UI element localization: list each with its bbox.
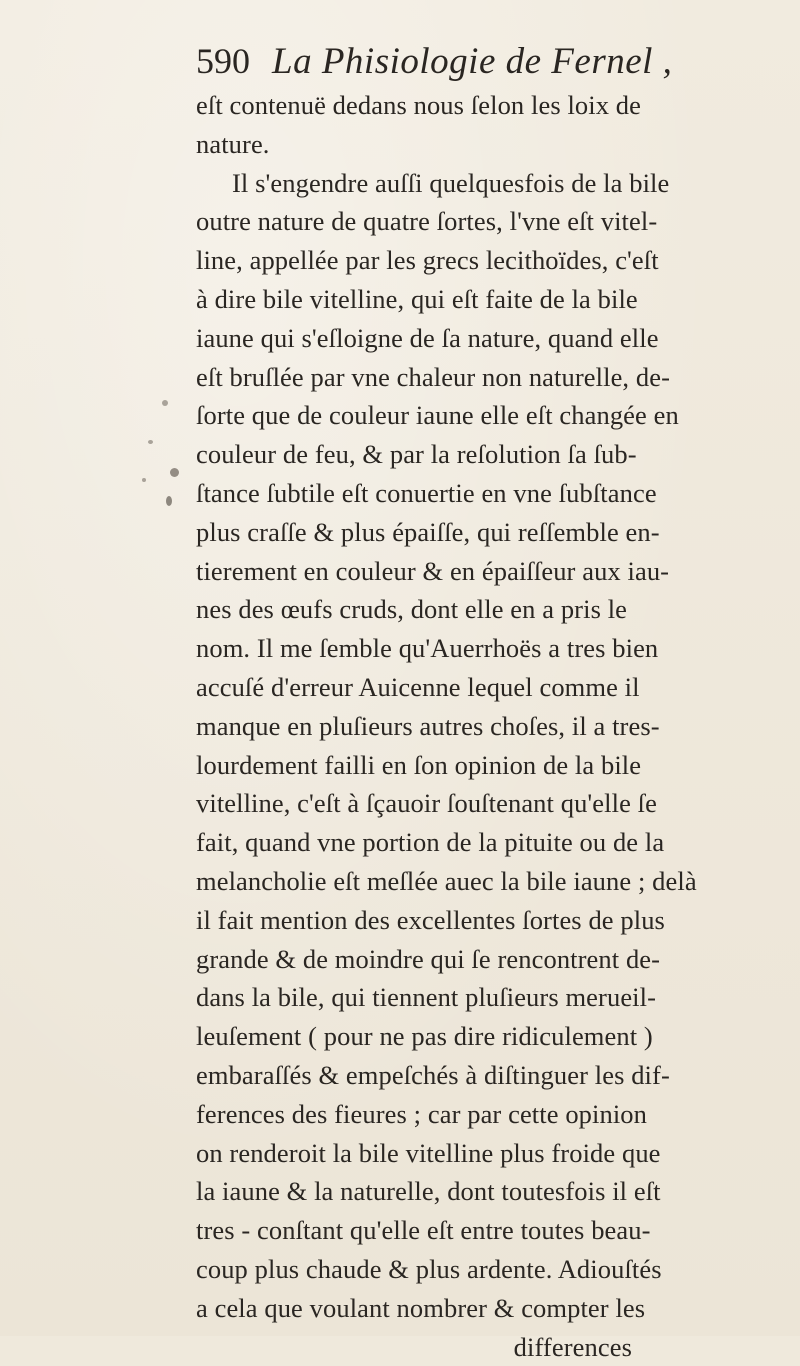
text-line: dans la bile, qui tiennent pluſieurs merueil-	[196, 978, 636, 1017]
text-line: manque en pluſieurs autres choſes, il a tres-	[196, 707, 636, 746]
text-line: tierement en couleur & en épaiſſeur aux iau-	[196, 552, 636, 591]
body-text	[196, 86, 636, 1366]
text-line: outre nature de quatre ſortes, l'vne eſt vitel-	[196, 202, 636, 241]
text-line: vitelline, c'eſt à ſçauoir ſouſtenant qu'elle ſe	[196, 784, 636, 823]
text-line: lourdement failli en ſon opinion de la bile	[196, 746, 636, 785]
text-line: ferences des fieures ; car par cette opinion	[196, 1095, 636, 1134]
text-line: nom. Il me ſemble qu'Auerrhoës a tres bien	[196, 629, 636, 668]
text-line: iaune qui s'eſloigne de ſa nature, quand elle	[196, 319, 636, 358]
running-head: La Phisiologie de Fernel ,	[272, 41, 672, 82]
text-line: la iaune & la naturelle, dont toutesfois il eſt	[196, 1172, 636, 1211]
margin-ink-specks	[140, 400, 180, 510]
text-line: plus craſſe & plus épaiſſe, qui reſſemble en-	[196, 513, 636, 552]
text-line: grande & de moindre qui ſe rencontrent de-	[196, 940, 636, 979]
text-line: coup plus chaude & plus ardente. Adiouſtés	[196, 1250, 636, 1289]
text-line: nature.	[196, 125, 636, 164]
text-line: leuſement ( pour ne pas dire ridiculement )	[196, 1017, 636, 1056]
text-line: à dire bile vitelline, qui eſt faite de la bile	[196, 280, 636, 319]
catchword: differences	[196, 1328, 636, 1366]
text-line: eſt contenuë dedans nous ſelon les loix de	[196, 86, 636, 125]
text-line: ſtance ſubtile eſt conuertie en vne ſubſtance	[196, 474, 636, 513]
text-line: melancholie eſt meſlée auec la bile iaune ; delà	[196, 862, 636, 901]
text-line: nes des œufs cruds, dont elle en a pris le	[196, 590, 636, 629]
text-line: couleur de feu, & par la reſolution ſa ſub-	[196, 435, 636, 474]
text-line: on renderoit la bile vitelline plus froide que	[196, 1134, 636, 1173]
text-line: tres - conſtant qu'elle eſt entre toutes beau-	[196, 1211, 636, 1250]
text-line: ſorte que de couleur iaune elle eſt changée en	[196, 396, 636, 435]
text-line: a cela que voulant nombrer & compter les	[196, 1289, 636, 1328]
page-number: 590	[196, 41, 250, 81]
text-line: accuſé d'erreur Auicenne lequel comme il	[196, 668, 636, 707]
page-header	[196, 40, 666, 90]
text-line: line, appellée par les grecs lecithoïdes, c'eſt	[196, 241, 636, 280]
text-line: embaraſſés & empeſchés à diſtinguer les dif-	[196, 1056, 636, 1095]
text-line: fait, quand vne portion de la pituite ou de la	[196, 823, 636, 862]
text-line: il fait mention des excellentes ſortes de plus	[196, 901, 636, 940]
text-line: eſt bruſlée par vne chaleur non naturelle, de-	[196, 358, 636, 397]
text-line: Il s'engendre auſſi quelquesfois de la bile	[196, 164, 636, 203]
